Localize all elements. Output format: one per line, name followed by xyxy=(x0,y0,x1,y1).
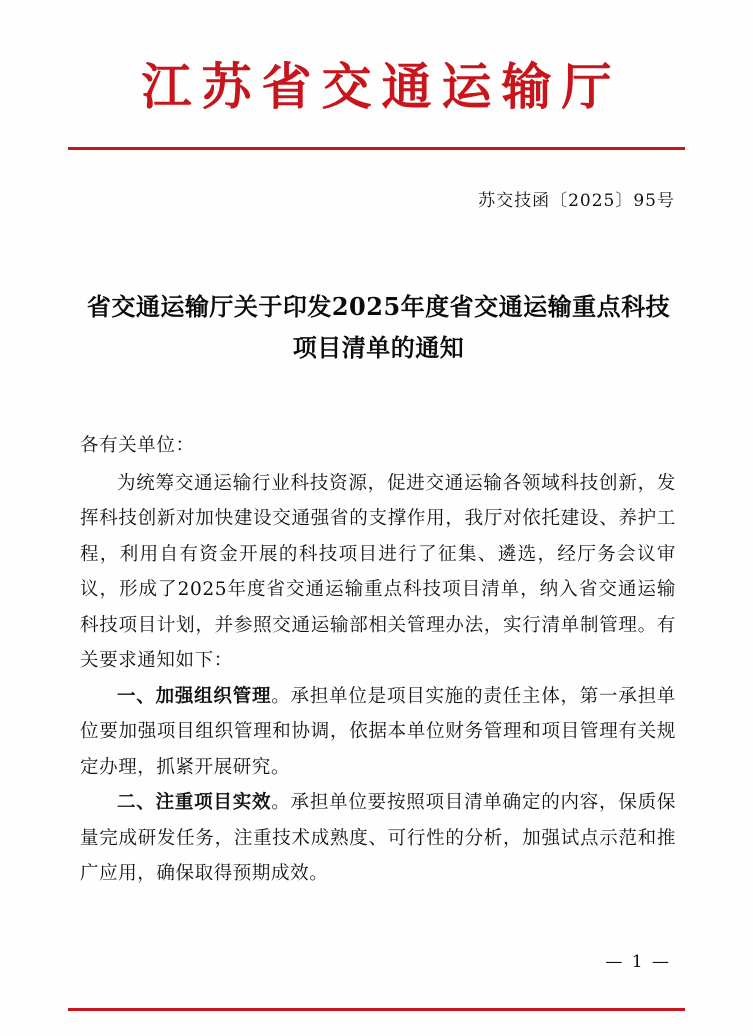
page-number: — 1 — xyxy=(605,952,671,972)
footer-divider-rule xyxy=(68,1008,685,1011)
page-title: 省交通运输厅关于印发2025年度省交通运输重点科技项目清单的通知 xyxy=(86,292,671,363)
body-paragraph-1: 为统筹交通运输行业科技资源，促进交通运输各领域科技创新，发挥科技创新对加快建设交通强省的支撑作用，我厅对依托建设、养护工程，利用自有资金开展的科技项目进行了征集、遴选，经厅务会议审议，形成了2025年度省交通运输重点科技项目清单，纳入省交通运输科技项目计划，并参照交通运输部相关管理办法，实行清单制管理。有关要求通知如下： xyxy=(80,472,676,672)
masthead-divider-rule xyxy=(68,147,685,150)
salutation: 各有关单位： xyxy=(80,435,195,456)
numbered-item-1-heading: 一、加强组织管理 xyxy=(117,685,272,707)
numbered-item-2 xyxy=(80,785,676,892)
document-number: 苏交技函〔2025〕95号 xyxy=(478,191,675,211)
numbered-item-1 xyxy=(80,679,676,786)
numbered-item-1-body: 。承担单位是项目实施的责任主体，第一承担单位要加强项目组织管理和协调，依据本单位财务管理和项目管理有关规定办理，抓紧开展研究。 xyxy=(80,685,676,778)
numbered-item-2-body: 。承担单位要按照项目清单确定的内容，保质保量完成研发任务，注重技术成熟度、可行性的分析，加强试点示范和推广应用，确保取得预期成效。 xyxy=(80,792,676,885)
numbered-item-2-heading: 二、注重项目实效 xyxy=(117,792,272,814)
masthead xyxy=(0,58,753,116)
document-body xyxy=(80,428,676,892)
masthead-organization-title: 江苏省交通运输厅 xyxy=(141,57,622,116)
